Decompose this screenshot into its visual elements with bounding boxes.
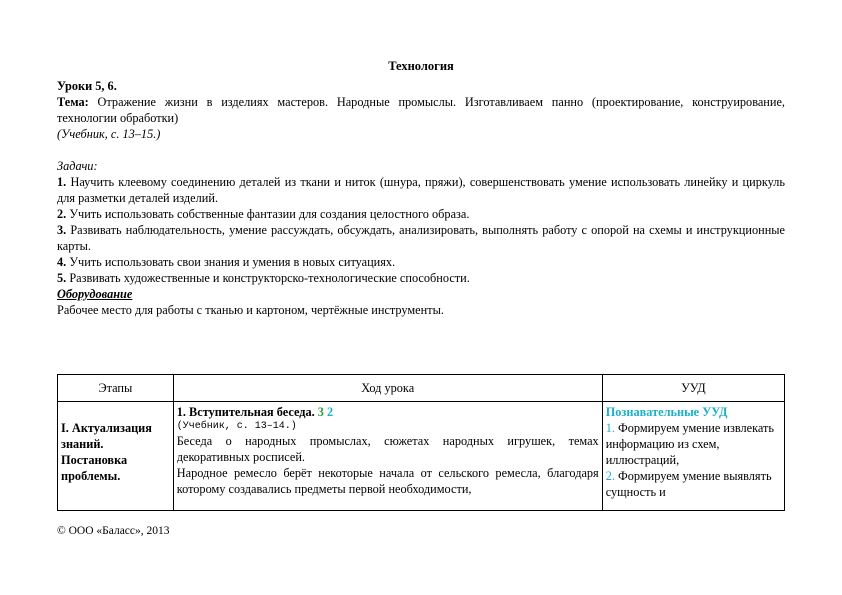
topic-line <box>57 94 785 126</box>
step-title-line <box>177 404 599 420</box>
equipment-heading: Оборудование <box>57 287 133 301</box>
document-body <box>57 55 785 318</box>
task-text: Учить использовать собственные фантазии для создания целостного образа. <box>69 207 470 221</box>
task-text: Учить использовать свои знания и умения в новых ситуациях. <box>69 255 396 269</box>
header-uud: УУД <box>602 375 784 402</box>
task-item <box>57 254 785 270</box>
task-number: 3. <box>57 223 67 237</box>
uud-text: Формируем умение выявлять сущность и <box>605 469 772 499</box>
step-marker-green: 3 <box>317 405 324 419</box>
task-item <box>57 222 785 254</box>
lesson-table <box>57 374 785 511</box>
task-item <box>57 206 785 222</box>
lesson-flow-cell <box>173 402 602 511</box>
task-number: 1. <box>57 175 67 189</box>
task-number: 5. <box>57 271 67 285</box>
step-textbook-ref: (Учебник, с. 13–14.) <box>176 421 297 432</box>
textbook-ref: (Учебник, с. 13–15.) <box>57 127 161 141</box>
task-item <box>57 270 785 286</box>
uud-number: 1. <box>605 421 615 435</box>
copyright-footer: © ООО «Баласс», 2013 <box>57 525 170 537</box>
task-item <box>57 174 785 206</box>
topic-text: Отражение жизни в изделиях мастеров. Народные промыслы. Изготавливаем панно (проектирование, конструирование, технологии обработки) <box>57 95 786 125</box>
uud-item <box>606 468 781 500</box>
document-title: Технология <box>388 59 454 73</box>
uud-heading: Познавательные УУД <box>605 405 728 419</box>
task-text: Развивать наблюдательность, умение рассуждать, обсуждать, анализировать, выполнять работу с опорой на схемы и инструкционные карты. <box>57 223 785 253</box>
step-paragraph: Беседа о народных промыслах, сюжетах народных игрушек, темах декоративных росписей. <box>176 434 599 464</box>
equipment-text: Рабочее место для работы с тканью и картоном, чертёжные инструменты. <box>57 303 444 317</box>
task-number: 4. <box>57 255 67 269</box>
uud-cell <box>602 402 784 511</box>
task-number: 2. <box>57 207 67 221</box>
table-row <box>58 402 785 511</box>
step-marker-cyan: 2 <box>327 405 334 419</box>
header-lesson-flow: Ход урока <box>173 375 602 402</box>
task-text: Развивать художественные и конструкторско-технологические способности. <box>69 271 470 285</box>
header-stages: Этапы <box>58 375 174 402</box>
lessons-line: Уроки 5, 6. <box>57 79 117 93</box>
table-header-row <box>58 375 785 402</box>
task-text: Научить клеевому соединению деталей из ткани и ниток (шнура, пряжи), совершенствовать умение использовать линейку и циркуль для разметки деталей изделий. <box>57 175 785 205</box>
stage-cell: I. Актуализация знаний. Постановка проблемы. <box>58 402 174 511</box>
step-title: 1. Вступительная беседа. <box>176 405 315 419</box>
uud-number: 2. <box>605 469 615 483</box>
step-paragraph: Народное ремесло берёт некоторые начала от сельского ремесла, благодаря которому создавались предметы первой необходимости, <box>176 466 599 496</box>
topic-label: Тема: <box>57 95 89 109</box>
tasks-heading: Задачи: <box>57 159 98 173</box>
uud-item <box>606 420 781 468</box>
uud-text: Формируем умение извлекать информацию из схем, иллюстраций, <box>605 421 775 467</box>
